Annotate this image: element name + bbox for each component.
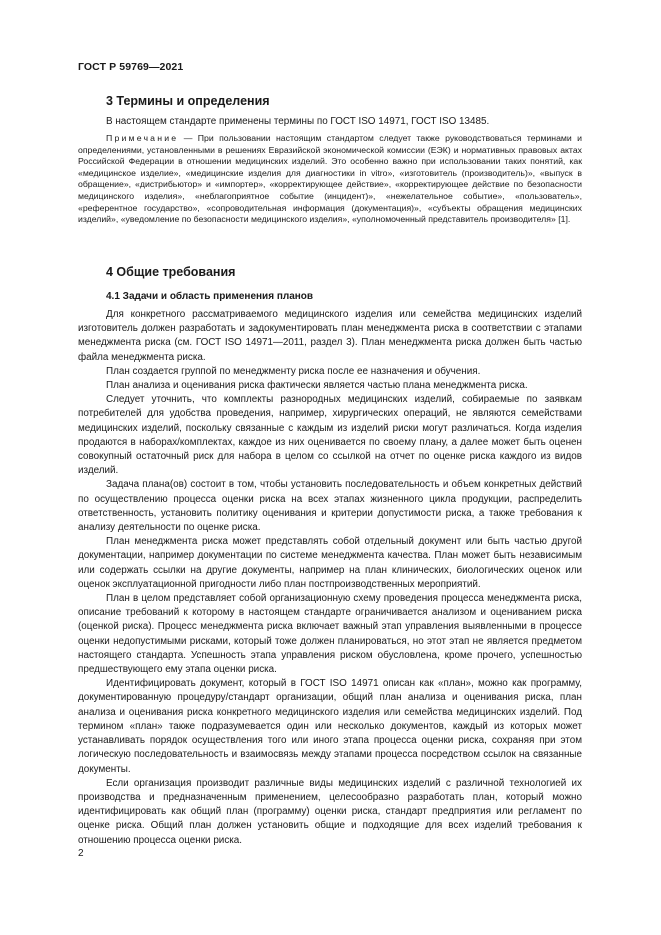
section-3-intro-block: [78, 115, 582, 129]
paragraph: План в целом представляет собой организационную схему проведения процесса менеджмента риска, описание требований к которому в настоящем стандарте ограничивается анализом и оцениванием риска (оценкой риска). Процесс менеджмента риска включает важный этап управления выявленными в процессе оценки недопустимыми рисками, который тоже должен планироваться, но этот этап не является предметом настоящего стандарта. Успешность этапа управления риском обусловлена, кроме прочего, успешностью предшествующего ему этапа оценки риска.: [78, 593, 582, 676]
paragraph: Следует уточнить, что комплекты разнородных медицинских изделий, собираемые по заявкам потребителей для удобства проведения, например, хирургических операций, не являются семействами медицинских изделий, поскольку связанные с каждым из изделий риски могут различаться. Когда изделия продаются в наборах/комплектах, каждое из них оценивается по своему плану, а далее может быть оценен совокупный остаточный риск для набора в целом со ссылкой на отчет по оценке риска каждого из видов изделий.: [78, 394, 582, 477]
section-3-intro: В настоящем стандарте применены термины по ГОСТ ISO 14971, ГОСТ ISO 13485.: [106, 116, 490, 127]
paragraph: План менеджмента риска может представлять собой отдельный документ или быть частью другой документации, например документации по системе менеджмента качества. План может быть независимым или содержать ссылки на другие документы, например на план клинических, биологических оценок или оценок эксплуатационной пригодности либо план постпроизводственных мероприятий.: [78, 536, 582, 590]
paragraph: План создается группой по менеджменту риска после ее назначения и обучения.: [106, 365, 481, 377]
paragraph: Идентифицировать документ, который в ГОСТ ISO 14971 описан как «план», можно как программу, документированную процедуру/стандарт организации, общий план анализа и оценивания риска, план анализа и оценивания риска конкретного медицинского изделия или семейства медицинских изделий. Под термином «план» также подразумевается один или несколько документов, каждый из которых может устанавливать порядок осуществления того или иного этапа процесса оценки риска, сохраняя при этом логическую последовательность и взаимосвязь между этапами процесса посредством ссылок на связанные документы.: [78, 678, 582, 775]
section-4-heading: 4 Общие требования: [106, 265, 236, 279]
section-4-1-body: [78, 308, 582, 848]
paragraph: План анализа и оценивания риска фактически является частью плана менеджмента риска.: [106, 380, 528, 392]
page-number: 2: [78, 848, 84, 859]
section-3-note: [78, 133, 582, 226]
section-3-heading: 3 Термины и определения: [106, 94, 270, 108]
paragraph: Задача плана(ов) состоит в том, чтобы установить последовательность и объем конкретных действий по осуществлению процесса оценки риска на всех этапах жизненного цикла продукции, распределить ответственность, установить политику оценивания и критерии допустимости риска, а также требования к анализу деятельности по оценке риска.: [78, 479, 582, 534]
document-header: ГОСТ Р 59769—2021: [78, 61, 184, 73]
note-text: — При пользовании настоящим стандартом следует также руководствоваться терминами и определениями, установленными в решениях Евразийской экономической комиссии (ЕЭК) и нормативных правовых актах Российской Федерации в отношении медицинских изделий. Это особенно важно при использовании таких понятий, как «медицинское изделие», «медицинские изделия для диагностики in vitro», «изготовитель (производитель)», «выпуск в обращение», «дистрибьютор» и «импортер», «корректирующее действие», «корректирующее действие по безопасности медицинского изделия», «неблагоприятное событие (инцидент)», «нежелательное событие», «пользователь», «референтное государство», «сопроводительная информация (документация)», «субъекты обращения медицинских изделий», «уведомление по безопасности медицинского изделия», «уполномоченный представитель производителя» [1].: [78, 133, 582, 225]
note-label: Примечание: [106, 133, 179, 143]
section-3-note-block: [78, 133, 582, 226]
paragraph: Для конкретного рассматриваемого медицинского изделия или семейства медицинских изделий изготовитель должен разработать и задокументировать план менеджмента риска в соответствии с этапами менеджмента риска (см. ГОСТ ISO 14971—2011, раздел 3). План менеджмента риска должен быть частью файла менеджмента риска.: [78, 309, 582, 363]
section-4-1-heading: 4.1 Задачи и область применения планов: [106, 291, 314, 302]
paragraph: Если организация производит различные виды медицинских изделий с различной технологией их производства и предназначенным применением, целесообразно разработать план, который можно идентифицировать как общий план (программу) оценки риска, стандарт предприятия или регламент по оценке риска. Общий план должен установить общие и подходящие для всех изделий требования к отношению процесса оценки риска.: [78, 777, 582, 846]
